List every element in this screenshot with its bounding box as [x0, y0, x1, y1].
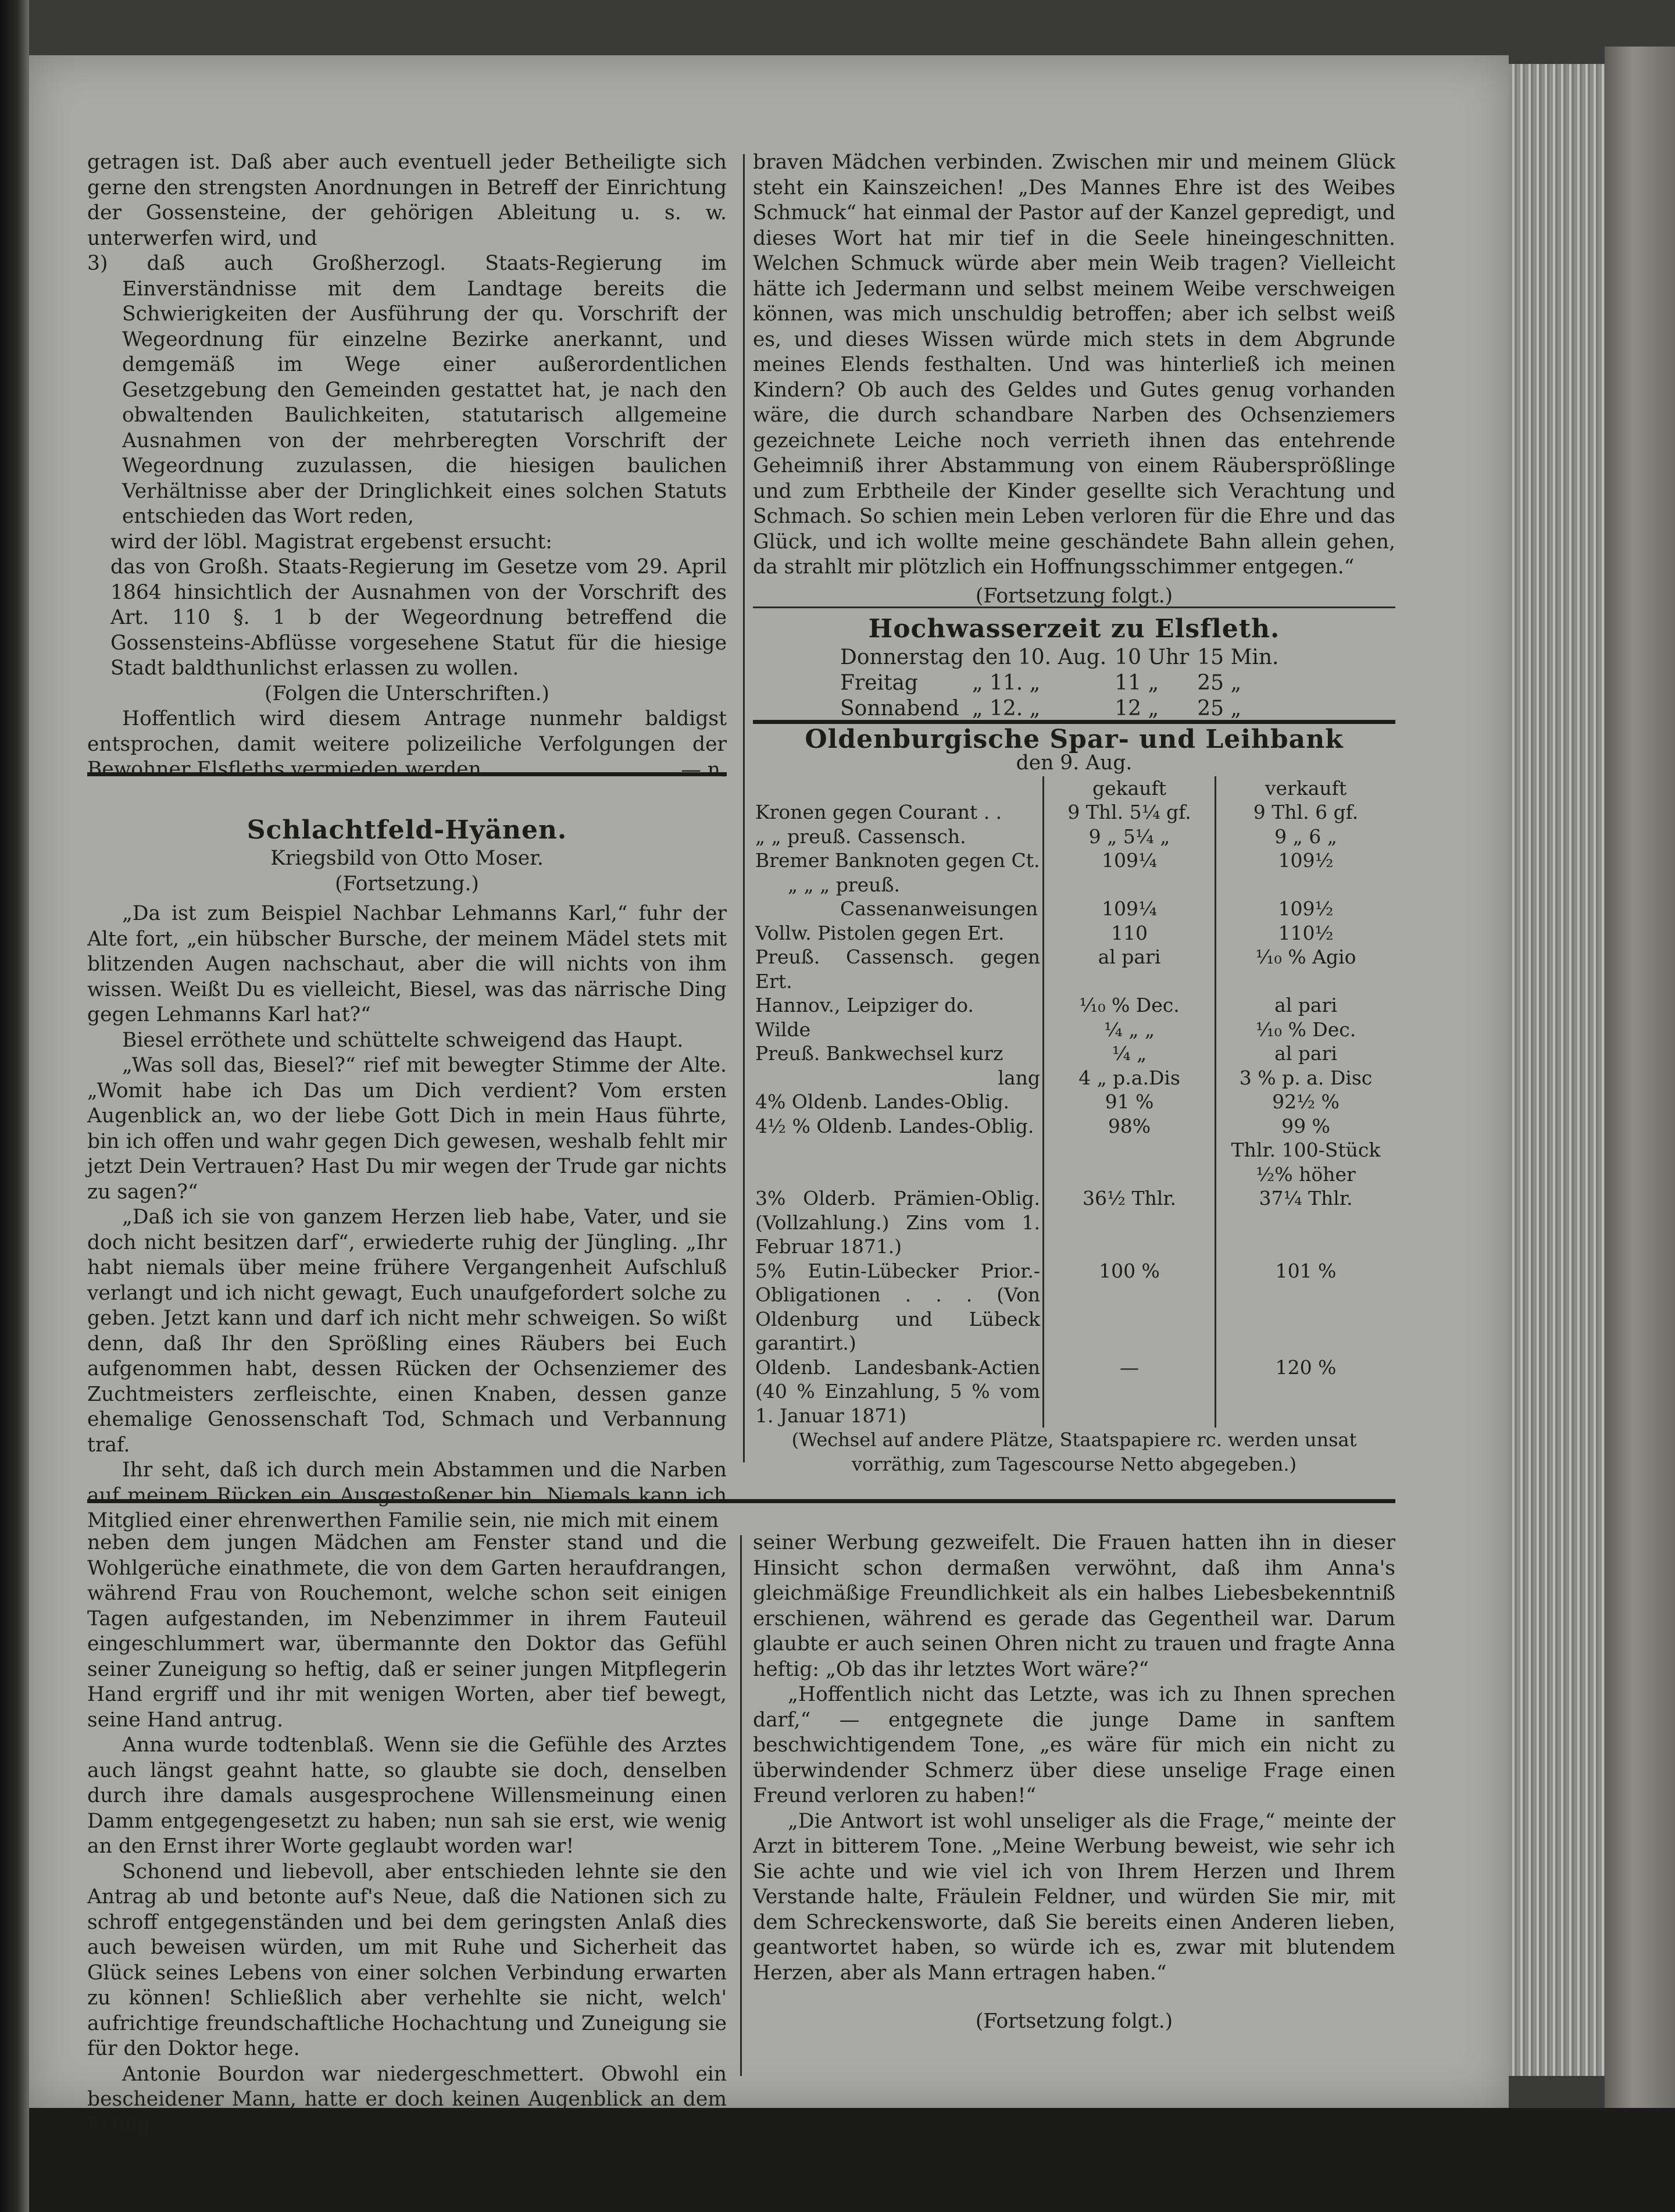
table-row	[753, 1186, 1395, 1259]
paragraph: das von Großh. Staats-Regierung im Gesetze vom 29. April 1864 hinsichtlich der Ausnahmen von der Vorschrift des Art. 110 §. 1 b der Wegeordnung betreffend die Gossensteins-Abflüsse vorgesehene Statut für die hiesige Stadt baldthunlichst erlassen zu wollen.	[110, 555, 727, 680]
continuation-note: (Fortsetzung folgt.)	[975, 2010, 1173, 2033]
bank-title: Oldenburgische Spar- und Leihbank	[805, 725, 1344, 754]
security-name: Preuß. Cassensch. gegen Ert.	[753, 945, 1044, 993]
column-header-bought: gekauft	[1044, 776, 1216, 801]
tides-section	[753, 613, 1395, 722]
paragraph: wird der löbl. Magistrat ergebenst ersucht:	[110, 530, 552, 554]
paragraph: „Was soll das, Biesel?“ rief mit bewegter Stimme der Alte. „Womit habe ich Das um Dich verdient? Vom ersten Augenblick an, wo der liebe Gott Dich in mein Haus führte, bin ich offen und wahr gegen Dich gewesen, weshalb fehlt mir jetzt Dein Vertrauen? Hast Du mir wegen der Trude gar nichts zu sagen?“	[87, 1054, 727, 1204]
table-row	[840, 696, 1287, 722]
table-row	[753, 993, 1395, 1018]
bought-rate: ¹⁄₁₀ % Dec.	[1044, 993, 1216, 1018]
table-row	[753, 1138, 1395, 1186]
table-row	[753, 1041, 1395, 1066]
paragraph: neben dem jungen Mädchen am Fenster stand und die Wohlgerüche einathmete, die von dem Garten heraufdrangen, während Frau von Rouchemont, welche schon seit einigen Tagen aufgestanden, im Nebenzimmer in ihrem Fauteuil eingeschlummert war, übermannte den Doktor das Gefühl seiner Zuneigung so heftig, daß er seiner jungen Mitpflegerin Hand ergriff und ihr mit wenigen Worten, aber tief bewegt, seine Hand antrug.	[87, 1531, 727, 1732]
story-continuation: (Fortsetzung.)	[335, 872, 479, 895]
sold-rate: 110½	[1278, 921, 1334, 944]
bought-rate	[1044, 1138, 1216, 1186]
sold-rate: al pari	[1274, 994, 1337, 1016]
security-name	[753, 1138, 1044, 1186]
column-rule-top	[743, 154, 745, 1462]
tide-minute: 25 „	[1197, 671, 1242, 695]
table-row	[753, 1018, 1395, 1042]
scan-left-edge	[0, 0, 29, 2212]
security-name: Oldenb. Landesbank-Actien (40 % Einzahlung, 5 % vom 1. Januar 1871)	[753, 1355, 1044, 1428]
sold-rate: ¹⁄₁₀ % Dec.	[1255, 1018, 1356, 1041]
top-right-column	[753, 150, 1395, 609]
paragraph: Biesel erröthete und schüttelte schweigend das Haupt.	[122, 1028, 684, 1052]
sold-rate: al pari	[1274, 1042, 1337, 1065]
table-row	[840, 670, 1287, 696]
table-row	[753, 1259, 1395, 1355]
bank-rates-table	[753, 776, 1395, 1428]
tide-date: „ 12. „	[972, 697, 1041, 720]
security-name: 4% Oldenb. Landes-Oblig.	[753, 1090, 1044, 1114]
bought-rate: 109¼	[1044, 848, 1216, 873]
bought-rate: 9 Thl. 5¼ gf.	[1044, 800, 1216, 825]
paragraph: Schonend und liebevoll, aber entschieden lehnte sie den Antrag ab und betonte auf's Neue, daß die Nationen sich zu schroff entgegenständen und bei dem geringsten Anlaß dies auch beweisen würden, um mit Ruhe und Sicherheit das Glück seines Lebens von einer solchen Verbindung erwarten zu können! Schließlich aber verhehlte sie nicht, welch' aufrichtige freundschaftliche Hochachtung und Zuneigung sie für den Doktor hege.	[87, 1860, 727, 2060]
bought-rate: ¼ „ „	[1044, 1018, 1216, 1042]
bought-rate: 98%	[1044, 1114, 1216, 1139]
table-header-row	[753, 776, 1395, 801]
table-row	[753, 1114, 1395, 1139]
column-header-sold: verkauft	[1265, 776, 1347, 800]
tide-hour: 12 „	[1115, 697, 1159, 720]
sold-rate: Thlr. 100-Stück ½% höher	[1231, 1139, 1381, 1186]
security-name: Vollw. Pistolen gegen Ert.	[753, 921, 1044, 946]
sold-rate: 37¼ Thlr.	[1259, 1187, 1353, 1210]
bought-rate: 91 %	[1044, 1090, 1216, 1114]
table-row	[753, 800, 1395, 825]
paragraph: Hoffentlich wird diesem Antrage nunmehr baldigst entsprochen, damit weitere polizeiliche Verfolgungen der Bewohner Elsfleths vermieden werden.	[87, 707, 727, 781]
paragraph: braven Mädchen verbinden. Zwischen mir und meinem Glück steht ein Kainszeichen! „Des Mannes Ehre ist des Weibes Schmuck“ hat einmal der Pastor auf der Kanzel gepredigt, und dieses Wort hat mir tief in die Seele hineingeschnitten. Welchen Schmuck würde aber mein Weib tragen? Vielleicht hätte ich Jedermann und selbst meinem Weibe verschweigen können, was mich unschuldig betroffen; aber ich selbst weiß es, und dieses Wissen würde mich stets in dem Abgrunde meines Elends festhalten. Und was hinterließ ich meinen Kindern? Ob auch des Geldes und Gutes genug vorhanden wäre, die durch schandbare Narben des Ochsenziemers gezeichnete Leiche noch verrieth ihnen das entehrende Geheimniß ihrer Abstammung von einem Räubersprößlinge und zum Erbtheile der Kinder gesellte sich Verachtung und Schmach. So schien mein Leben verloren für die Ehre und das Glück, und ich wollte meine geschändete Bahn allein gehen, da strahlt mir plötzlich ein Hoffnungsschimmer entgegen.“	[753, 151, 1395, 579]
book-cover	[1605, 47, 1675, 2163]
sold-rate: 9 „ 6 „	[1274, 825, 1337, 848]
sold-rate: 109½	[1278, 897, 1334, 920]
tide-day: Sonnabend	[840, 697, 959, 720]
security-name: 5% Eutin-Lübecker Prior.- Obligationen . . . (Von Oldenburg und Lübeck garantirt.)	[753, 1259, 1044, 1355]
sold-rate: 120 %	[1275, 1355, 1337, 1379]
paragraph: seiner Werbung gezweifelt. Die Frauen hatten ihn in dieser Hinsicht schon dermaßen verwöhnt, daß ihm Anna's gleichmäßige Freundlichkeit als ein halbes Liebesbekenntniß erschienen, während es gerade das Gegentheil war. Darum glaubte er auch seinen Ohren nicht zu trauen und fragte Anna heftig: „Ob das ihr letztes Wort wäre?“	[753, 1531, 1395, 1681]
paragraph: Antonie Bourdon war niedergeschmettert. Obwohl ein bescheidener Mann, hatte er doch keinen Augenblick an dem Erfolg	[87, 2062, 727, 2136]
tide-hour: 10 Uhr	[1115, 645, 1190, 669]
bought-rate: 36½ Thlr.	[1044, 1186, 1216, 1259]
top-left-column	[87, 150, 727, 1534]
bought-rate: 9 „ 5¼ „	[1044, 825, 1216, 849]
page-stack-edges	[1509, 64, 1605, 2076]
bottom-right-column	[753, 1530, 1395, 2035]
paragraph: Anna wurde todtenblaß. Wenn sie die Gefühle des Arztes auch längst geahnt hatte, so glaubte sie doch, denselben durch ihre damals ausgesprochene Willensmeinung einen Damm entgegengesetzt zu haben; nun sah sie erst, wie wenig an den Ernst ihrer Worte geglaubt worden war!	[87, 1733, 727, 1858]
table-row	[753, 848, 1395, 873]
table-row	[753, 945, 1395, 993]
continuation-note: (Fortsetzung folgt.)	[975, 584, 1173, 608]
tide-day: Freitag	[840, 671, 918, 695]
tide-date: „ 11. „	[972, 671, 1041, 695]
bought-rate: al pari	[1044, 945, 1216, 993]
sold-rate: 3 % p. a. Disc	[1239, 1066, 1373, 1089]
security-name: Bremer Banknoten gegen Ct.	[753, 848, 1044, 873]
tide-hour: 11 „	[1115, 671, 1159, 695]
tides-title: Hochwasserzeit zu Elsfleth.	[868, 614, 1280, 644]
paragraph: „Daß ich sie von ganzem Herzen lieb habe, Vater, und sie doch nicht besitzen darf“, erwiederte ruhig der Jüngling. „Ihr habt niemals über meine frühere Vergangenheit Aufschluß verlangt und ich nicht gewagt, Euch unaufgefordert solche zu geben. Jetzt kann und darf ich nicht mehr schweigen. So wißt denn, daß Ihr den Sprößling eines Räubers bei Euch aufgenommen habt, dessen Rücken der Ochsenziemer des Zuchtmeisters zerfleischte, einen Knaben, dessen ganze ehemalige Genossenschaft Tod, Schmach und Verbannung traf.	[87, 1205, 727, 1457]
bought-rate: 109¼	[1044, 897, 1216, 921]
tide-date: den 10. Aug.	[972, 645, 1107, 669]
sold-rate: ¹⁄₁₀ % Agio	[1255, 946, 1356, 968]
security-name: Wilde	[753, 1018, 1044, 1042]
paragraph: „Die Antwort ist wohl unseliger als die Frage,“ meinte der Arzt in bitterem Tone. „Meine Werbung beweist, wie sehr ich Sie achte und wie viel ich von Ihrem Herzen und Ihrem Verstande halte, Fräulein Feldner, und würden Sie mir, mit dem Schreckensworte, daß Sie bereits einen Anderen lieben, geantwortet haben, so würde ich es, zwar mit blutendem Herzen, aber als Mann ertragen haben.“	[753, 1809, 1395, 1985]
story-subtitle: Kriegsbild von Otto Moser.	[270, 847, 544, 870]
bank-rows	[753, 800, 1395, 1428]
bank-section	[753, 724, 1395, 1476]
paragraph: „Hoffentlich nicht das Letzte, was ich zu Ihnen sprechen darf,“ — entgegnete die junge Dame in sanftem beschwichtigendem Tone, „es wäre für mich ein nicht zu überwindender Schmerz über diese unselige Frage einen Freund verloren zu haben!“	[753, 1683, 1395, 1807]
table-row	[753, 1090, 1395, 1114]
tide-minute: 15 Min.	[1197, 645, 1279, 669]
sold-rate: 92½ %	[1272, 1090, 1340, 1113]
table-row	[840, 645, 1287, 670]
security-name: „ „ preuß. Cassensch.	[753, 825, 1044, 849]
table-row	[753, 897, 1395, 921]
column-rule-bottom	[740, 1535, 742, 2076]
paragraph: getragen ist. Daß aber auch eventuell jeder Betheiligte sich gerne den strengsten Anordnungen in Betreff der Einrichtung der Gossensteine, der gehörigen Ableitung u. s. w. unterwerfen wird, und	[87, 151, 727, 250]
table-row	[753, 873, 1395, 897]
security-name: „ „ „ preuß.	[753, 873, 1044, 897]
table-row	[753, 825, 1395, 849]
security-name: Hannov., Leipziger do.	[753, 993, 1044, 1018]
bought-rate	[1044, 873, 1216, 897]
bought-rate: 100 %	[1044, 1259, 1216, 1355]
signatures-note: (Folgen die Unterschriften.)	[264, 682, 550, 705]
bank-note: (Wechsel auf andere Plätze, Staatspapiere rc. werden unsat vorräthig, zum Tagescourse Netto abgegeben.)	[791, 1429, 1357, 1475]
paragraph: 3) daß auch Großherzogl. Staats-Regierung im Einverständnisse mit dem Landtage bereits die Schwierigkeiten der Ausführung der qu. Vorschrift der Wegeordnung für einzelne Bezirke anerkannt, und demgemäß im Wege einer außerordentlichen Gesetzgebung den Gemeinden gestattet hat, je nach den obwaltenden Baulichkeiten, statutarisch allgemeine Ausnahmen von der mehrberegten Vorschrift der Wegeordnung zuzulassen, die hiesigen baulichen Verhältnisse aber der Dringlichkeit eines solchen Statuts entschieden das Wort reden,	[87, 252, 727, 528]
table-row	[753, 1355, 1395, 1428]
security-name: lang	[753, 1066, 1044, 1090]
table-row	[753, 921, 1395, 946]
paragraph: „Da ist zum Beispiel Nachbar Lehmanns Karl,“ fuhr der Alte fort, „ein hübscher Bursche, der meinem Mädel stets mit blitzenden Augen nachschaut, aber die will nichts von ihm wissen. Weißt Du es vielleicht, Biesel, was das närrische Ding gegen Lehmanns Karl hat?“	[87, 902, 727, 1026]
tide-day: Donnerstag	[840, 645, 964, 669]
bought-rate: 110	[1044, 921, 1216, 946]
tide-minute: 25 „	[1197, 697, 1242, 720]
security-name: 3% Olderb. Prämien-Oblig. (Vollzahlung.) Zins vom 1. Februar 1871.)	[753, 1186, 1044, 1259]
bought-rate: —	[1044, 1355, 1216, 1428]
security-name: 4½ % Oldenb. Landes-Oblig.	[753, 1114, 1044, 1139]
bought-rate: ¼ „	[1044, 1041, 1216, 1066]
sold-rate: 99 %	[1281, 1114, 1330, 1137]
bought-rate: 4 „ p.a.Dis	[1044, 1066, 1216, 1090]
sold-rate: 9 Thl. 6 gf.	[1253, 801, 1359, 823]
bottom-left-column	[87, 1530, 727, 2138]
author-mark: — n.	[681, 758, 727, 782]
security-name: Preuß. Bankwechsel kurz	[753, 1041, 1044, 1066]
sold-rate	[1216, 873, 1396, 897]
sold-rate: 101 %	[1275, 1259, 1337, 1282]
story-title: Schlachtfeld-Hyänen.	[247, 815, 567, 845]
table-row	[753, 1066, 1395, 1090]
security-name: Cassenanweisungen	[753, 897, 1044, 921]
bank-date: den 9. Aug.	[1016, 751, 1133, 775]
sold-rate: 109½	[1278, 849, 1334, 872]
tides-table	[840, 645, 1287, 722]
security-name: Kronen gegen Courant . .	[753, 800, 1044, 825]
paragraph: Ihr seht, daß ich durch mein Abstammen und die Narben auf meinem Rücken ein Ausgestoßener bin. Niemals kann ich Mitglied einer ehrenwerthen Familie sein, nie mich mit einem	[87, 1458, 727, 1532]
